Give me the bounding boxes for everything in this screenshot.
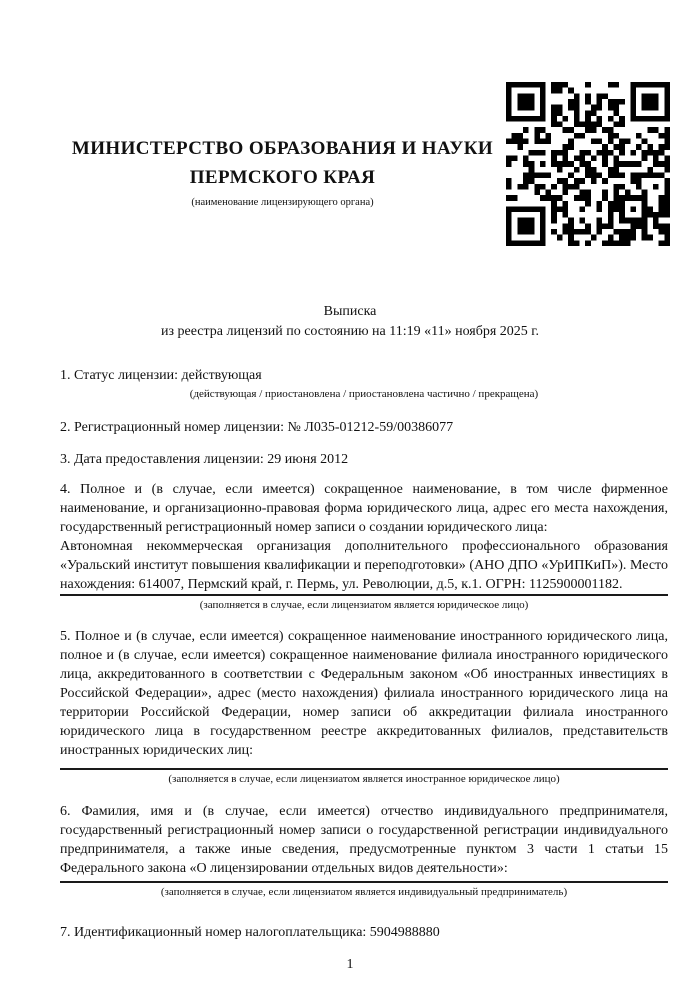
item-1-license-status: 1. Статус лицензии: действующая [60,368,262,383]
item-6-fill-line [60,881,668,883]
item-5-foreign-entity-text: 5. Полное и (в случае, если имеется) сокращенное наименование иностранного юридического лица, полное и (в случае, если имеется) сокращенное наименование филиала иностранного юридического лица, аккредитованного в соответствии с Федеральным законом «Об иностранных инвестициях в Российской Федерации», адрес (место нахождения) филиала иностранного юридического лица на территории Российской Федерации, номер записи об аккредитации филиала иностранного юридического лица в государственном реестре аккредитованных филиалов, представительств иностранных юридических лиц: [60,629,668,758]
ministry-name-line1: МИНИСТЕРСТВО ОБРАЗОВАНИЯ И НАУКИ [71,138,494,159]
item-1-caption: (действующая / приостановлена / приостановлена частично / прекращена) [189,388,539,400]
item-3-grant-date: 3. Дата предоставления лицензии: 29 июня 2012 [60,452,349,467]
document-title [0,302,700,342]
item-6-caption: (заполняется в случае, если лицензиатом является индивидуальный предприниматель) [160,886,568,898]
item-5-fill-line [60,768,668,770]
item-6-individual-entrepreneur-text: 6. Фамилия, имя и (в случае, если имеется) отчество индивидуального предпринимателя, государственный регистрационный номер записи о государственной регистрации индивидуального предпринимателя, а также иные сведения, предусмотренные пунктом 3 части 1 статьи 15 Федерального закона «О лицензировании отдельных видов деятельности»: [60,804,668,876]
item-4-fill-line [60,594,668,596]
document-body [60,366,668,942]
item-4-caption: (заполняется в случае, если лицензиатом является юридическое лицо) [199,599,529,611]
ministry-caption: (наименование лицензирующего органа) [191,197,374,208]
ministry-header [60,134,505,210]
item-4-legal-entity-text: 4. Полное и (в случае, если имеется) сокращенное наименование, в том числе фирменное наименование, и организационно-правовая форма юридического лица, адрес его места нахождения, государственный регистрационный номер записи о создании юридического лица: [60,482,668,535]
item-4-legal-entity-value: Автономная некоммерческая организация дополнительного профессионального образования «Уральский институт повышения квалификации и переподготовки» (АНО ДПО «УрИПКиП»). Место нахождения: 614007, Пермский край, г. Пермь, ул. Революции, д.5, к.1. ОГРН: 1125900001182. [60,539,668,592]
page-number: 1 [346,957,354,972]
item-2-registration-number: 2. Регистрационный номер лицензии: № Л035-01212-59/00386077 [60,420,454,435]
document-title-line2: из реестра лицензий по состоянию на 11:19 «11» ноября 2025 г. [161,324,539,339]
ministry-name [60,134,505,192]
ministry-name-line2: ПЕРМСКОГО КРАЯ [189,167,376,188]
document-title-line1: Выписка [323,304,377,319]
item-7-taxpayer-number: 7. Идентификационный номер налогоплательщика: 5904988880 [60,925,440,940]
item-5-caption: (заполняется в случае, если лицензиатом является иностранное юридическое лицо) [168,773,560,785]
qr-code-icon [506,82,670,246]
